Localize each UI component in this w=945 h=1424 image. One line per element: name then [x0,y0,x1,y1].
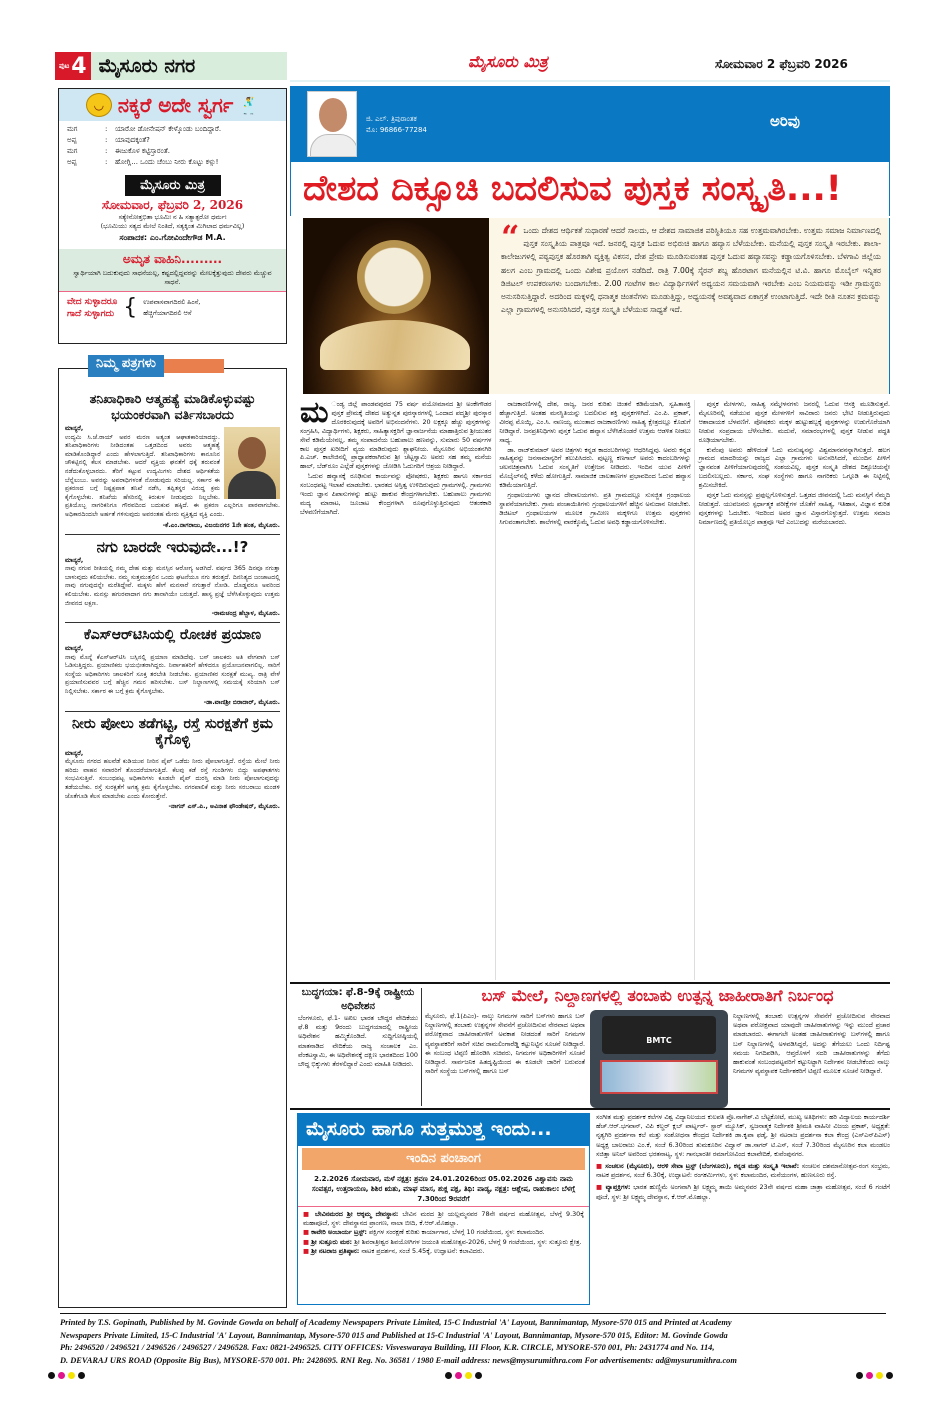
event-text: ಸಂಚಲನ ದಶಮಾನೋತ್ಸವ-ರಂಗ ಸಂಭ್ರಮ, ನಾಟಕ ಪ್ರದರ್ಶನ, ಸಂಜೆ 6.30ಕ್ಕೆ, ಉದ್ಘಾಟನೆ: ರಂಗಕರ್ಮಿಗಳು, ಸ್ಥಳ: ಕಲಾಮಂದಿರ, ಮನೆಯಂಗಳ, ಹುಣಸೂರು ರಸ್ತೆ. [596,1162,890,1180]
imprint-line: Printed by T.S. Gopinath, Published by M. Govinde Gowda on behalf of Academy Newspapers Private Limited, 15-C Industrial 'A' Layout, Bannimantap, Mysore-570 015 and Printed at Academy [60,1318,732,1327]
dancing-man-icon: 🕺 [239,95,260,115]
event-name: ಶ್ರೀ ಸುತ್ತೂರು ಮಠ: [311,1237,353,1246]
issue-date: ಸೋಮವಾರ, ಫೆಬ್ರವರಿ 2, 2026 [101,198,244,212]
masthead: ಮೈಸೂರು ಮಿತ್ರ [468,52,548,71]
paragraph: ಗ್ರಂಥಾಲಯಗಳು ಜ್ಞಾನದ ದೇವಾಲಯಗಳು. ಪ್ರತಿ ಗ್ರಾಮದಲ್ಲೂ ಸುಸಜ್ಜಿತ ಗ್ರಂಥಾಲಯ ಸ್ಥಾಪನೆಯಾಗಬೇಕು. ಗ್ರಾಮ ಪಂಚಾಯಿತಿಗಳು ಗ್ರಂಥಾಲಯಗಳಿಗೆ ಹೆಚ್ಚಿನ ಅನುದಾನ ನೀಡಬೇಕು. ಡಿಜಿಟಲ್ ಗ್ರಂಥಾಲಯಗಳ ಮೂಲಕ ಗ್ರಾಮೀಣ ಮಕ್ಕಳಿಗೂ ಉತ್ತಮ ಪುಸ್ತಕಗಳು ಸಿಗುವಂತಾಗಬೇಕು. ಶಾಲೆಗಳಲ್ಲಿ ವಾರಕ್ಕೊಮ್ಮೆ ಓದುವ ಅವಧಿ ಕಡ್ಡಾಯಗೊಳಿಸಬೇಕು. [499,491,691,526]
main-headline: ದೇಶದ ದಿಕ್ಸೂಚಿ ಬದಲಿಸುವ ಪುಸ್ತಕ ಸಂಸ್ಕೃತಿ...! [290,162,890,216]
salutation: ಮಾನ್ಯರೆ, [65,749,84,757]
buddhagaya-story [298,986,418,1106]
registration-dots [48,1372,85,1379]
letter-text: ಉದ್ಯಮಿ ಸಿ.ಜೆ.ರಾಯ್ ಅವರ ಮರಣ ಅತ್ಯಂತ ಆಘಾತಕಾರಿಯಾದದ್ದು. ತನಿಖಾಧಿಕಾರಿಗಳು ನೀಡಿದಂತಹ ಒತ್ತಡದಿಂದ ಅವರು ಆತ್ಮಹತ್ಯೆ ಮಾಡಿಕೊಂಡಿದ್ದಾರೆ ಎಂದು ಹೇಳಲಾಗುತ್ತಿದೆ. ತನಿಖಾಧಿಕಾರಿಗಳು ಕಾನೂನಿನ ಚೌಕಟ್ಟಿನಲ್ಲಿ ಕೆಲಸ ಮಾಡಬೇಕು. ಆದರೆ ವ್ಯಕ್ತಿಯ ಘನತೆಗೆ ಧಕ್ಕೆ ತರುವಂತೆ ನಡೆದುಕೊಳ್ಳಬಾರದು. ತೆರಿಗೆ ಕಟ್ಟುವ ಉದ್ಯಮಿಗಳು ದೇಶದ ಆರ್ಥಿಕತೆಯ ಬೆನ್ನೆಲುಬು. ಅವರನ್ನು ಅಪರಾಧಿಗಳಂತೆ ನೋಡುವುದು ಸರಿಯಲ್ಲ. ಸರ್ಕಾರ ಈ ಪ್ರಕರಣದ ಬಗ್ಗೆ ನಿಷ್ಪಕ್ಷಪಾತ ತನಿಖೆ ನಡೆಸಿ, ತಪ್ಪಿತಸ್ಥರ ವಿರುದ್ಧ ಕ್ರಮ ಕೈಗೊಳ್ಳಬೇಕು. ತನಿಖೆಯ ಹೆಸರಿನಲ್ಲಿ ಕಿರುಕುಳ ನೀಡುವುದು ನಿಲ್ಲಬೇಕು. ಪ್ರತಿಯೊಬ್ಬ ನಾಗರಿಕನಿಗೂ ಗೌರವದಿಂದ ಬದುಕುವ ಹಕ್ಕಿದೆ. ಈ ಪ್ರಕರಣ ಎಲ್ಲರಿಗೂ ಪಾಠವಾಗಬೇಕು. ಅಧಿಕಾರದಿಂದಲೇ ಅರ್ಹತೆ ಗಳಿಸುವುದು ಅವರಂತಹ ಮೇರು ವ್ಯಕ್ತಿತ್ವದ ವ್ಯಕ್ತಿ ಎಂದು. [65,433,280,518]
event-item: ■ ಶ್ರೀ ನಟರಾಜ ಪ್ರತಿಷ್ಠಾನ: ನಾಟಕ ಪ್ರದರ್ಶನ, ಸಂಜೆ 5.45ಕ್ಕೆ, ಉದ್ಘಾಟನೆ: ಕಲಾವಿದರು. [303,1246,485,1255]
article-body [300,400,890,980]
bus-ad-story [425,986,890,1106]
event-item: ■ ಶ್ರೀ ಸುತ್ತೂರು ಮಠ: ಶ್ರೀ ಶಿವರಾತ್ರೀಶ್ವರ ಶಿವಯೋಗಿಗಳ ಜಯಂತಿ ಮಹೋತ್ಸವ-2026, ಬೆಳಗ್ಗೆ 9 ಗಂಟೆಯಿಂದ, ಸ್ಥಳ: ಸುತ್ತೂರು ಕ್ಷೇತ್ರ. [303,1237,582,1246]
line: ಹೋಗ್ಲಿ... ಒಂದು ಚೆಂಬು ನೀರು ಕೊಟ್ಟು ಕಳ್ಸು! [115,158,219,166]
event-text: ನಾಟಕ ಪ್ರದರ್ಶನ, ಸಂಜೆ 5.45ಕ್ಕೆ, ಉದ್ಘಾಟನೆ: ಕಲಾವಿದರು. [361,1246,485,1255]
event-text: ಶ್ರೀ ಶಿವರಾತ್ರೀಶ್ವರ ಶಿವಯೋಗಿಗಳ ಜಯಂತಿ ಮಹೋತ್ಸವ-2026, ಬೆಳಗ್ಗೆ 9 ಗಂಟೆಯಿಂದ, ಸ್ಥಳ: ಸುತ್ತೂರು ಕ್ಷೇತ್ರ. [354,1237,582,1246]
quote-mark-icon: “ [501,218,520,256]
event-text: ಭಾರತ ಹುಣ್ಣಿಮೆ ಅಂಗವಾಗಿ ಶ್ರೀ ಲಕ್ಷ್ಮಮ್ಮ ತಾಯಿ ಅಮ್ಮನವರ 23ನೇ ವರ್ಷದ ಮಹಾ ಜಾತ್ರಾ ಮಹೋತ್ಸವ, ಸಂಜೆ 6 ಗಂಟೆಗೆ ಪೂಜೆ, ಸ್ಥಳ: ಶ್ರೀ ಲಕ್ಷ್ಮಮ್ಮ ದೇವಸ್ಥಾನ, ಕೆ.ಆರ್.ಮೊಹಲ್ಲಾ. [596,1183,890,1201]
letter-title: ತನಿಖಾಧಿಕಾರಿ ಆತ್ಮಹತ್ಯೆ ಮಾಡಿಕೊಳ್ಳುವಷ್ಟು ಭಯಂಕರವಾಗಿ ವರ್ತಿಸಬಾರದು [89,391,256,422]
amrita-text: ಸ್ವಾರ್ಥಿಯಾಗಿ ಬದುಕುವುದು ಸಾಧನೆಯಲ್ಲ, ಕಷ್ಟದಲ್ಲಿದ್ದವರನ್ನು ಮೇಲಕ್ಕೆತ್ತುವುದು ದೇವರು ಮೆಚ್ಚುವ ಸಾಧನೆ. [73,269,272,286]
nakkare-title: ನಕ್ಕರೆ ಅದೇ ಸ್ವರ್ಗ [117,93,234,117]
paragraph: ಓದುವ ಹವ್ಯಾಸಕ್ಕೆ ರೂಢಿಸುವ ಕಾರ್ಯವನ್ನು ಪೋಷಕರು, ಶಿಕ್ಷಕರು ಹಾಗೂ ಸರ್ಕಾರದ ಸಂಬಂಧಪಟ್ಟ ಇಲಾಖೆ ಮಾಡಬೇಕು. ಭಾರತದ ಅಸ್ತಿತ್ವ ಉಳಿದಿರುವುದು ಗ್ರಾಮಗಳಲ್ಲಿ. ಗ್ರಾಮಗಳು ಇಂದು ಜ್ಞಾನ ಪಿಪಾಸುಗಳನ್ನು ಹುಟ್ಟು ಹಾಕುವ ಕೇಂದ್ರಗಳಾಗಬೇಕು. ಬಹುಪಾಲು ಗ್ರಾಮಗಳು ಮದ್ಯ ಮಾರಾಟ, ಜೂಜಾಟ ಕೇಂದ್ರಗಳಾಗಿ ರೂಪುಗೊಳ್ಳುತ್ತಿರುವುದು ಆತಂಕಕಾರಿ ಬೆಳವಣಿಗೆಯಾಗಿದೆ. [300,472,492,516]
bus-ad-panel [600,1060,718,1094]
salutation: ಮಾನ್ಯರೆ, [65,425,84,432]
author-phone: ಮೊ: 96866-77284 [366,126,427,134]
proverb: ವೇದ ಸುಳ್ಳಾದರೂ ಗಾದೆ ಸುಳ್ಳಾಗದು { ಉಪವಾಸವಾಗದಿರಲಿ ಹಿಂಸೆ, ಹೆಚ್ಚಿಗೆಯಾಗದಿರಲಿ ಆಸೆ [59,291,286,324]
letter-text: ನಾವು ಮೊನ್ನೆ ಕೆಎಸ್‌ಆರ್‌ಟಿಸಿ ಬಸ್ಸಿನಲ್ಲಿ ಪ್ರಯಾಣ ಮಾಡಿದೆವು. ಬಸ್ ಚಾಲಕರು ಅತಿ ವೇಗವಾಗಿ ಬಸ್ ಓಡಿಸುತ್ತಿದ್ದರು. ಪ್ರಯಾಣಿಕರು ಭಯಭೀತರಾಗಿದ್ದರು. ನಿರ್ವಾಹಕರಿಗೆ ಹೇಳಿದರೂ ಪ್ರಯೋಜನವಾಗಲಿಲ್ಲ. ಸಾರಿಗೆ ಸಂಸ್ಥೆಯ ಅಧಿಕಾರಿಗಳು ಚಾಲಕರಿಗೆ ಸೂಕ್ತ ತರಬೇತಿ ನೀಡಬೇಕು. ಪ್ರಯಾಣಿಕರ ಸುರಕ್ಷತೆ ಮುಖ್ಯ. ರಾತ್ರಿ ವೇಳೆ ಪ್ರಯಾಣಿಸುವವರ ಬಗ್ಗೆ ಹೆಚ್ಚಿನ ಗಮನ ಹರಿಸಬೇಕು. ಬಸ್ ನಿಲ್ದಾಣಗಳಲ್ಲಿ ಸಮಯಕ್ಕೆ ಸರಿಯಾಗಿ ಬಸ್ ನಿಲ್ಲಿಸಬೇಕು. ಸರ್ಕಾರ ಈ ಬಗ್ಗೆ ಕ್ರಮ ಕೈಗೊಳ್ಳಬೇಕು. [65,653,280,696]
today-events-box [297,1113,590,1305]
proverb-left: ವೇದ ಸುಳ್ಳಾದರೂ [67,297,118,307]
pull-quote-text: ಒಂದು ದೇಶದ ಆರ್ಥಿಕತೆ ಸುಧಾರಣೆ ಆದರೆ ಸಾಲದು, ಆ ದೇಶದ ಸಾಮಾಜಿಕ ಪರಿಸ್ಥಿತಿಯೂ ಸಹ ಉತ್ತಮವಾಗಿರಬೇಕು. ಉತ್ತಮ ಸಮಾಜ ನಿರ್ಮಾಣದಲ್ಲಿ ಪುಸ್ತಕ ಸಂಸ್ಕೃತಿಯ ಪಾತ್ರವೂ ಇದೆ. ಜನರಲ್ಲಿ ಪುಸ್ತಕ ಓದುವ ಅಭಿರುಚಿ ಹಾಗೂ ಹವ್ಯಾಸ ಬೆಳೆಯಬೇಕು. ಮನೆಯಲ್ಲಿ ಪುಸ್ತಕ ಸಂಸ್ಕೃತಿ ಇರಬೇಕು. ಶಾಲಾ-ಕಾಲೇಜುಗಳಲ್ಲಿ ಪಠ್ಯಪುಸ್ತಕ ಹೊರತಾಗಿ ವ್ಯಕ್ತಿತ್ವ ವಿಕಸನ, ದೇಶ ಪ್ರೇಮ ಮೂಡಿಸುವಂತಹ ಪುಸ್ತಕ ಓದುವ ಹವ್ಯಾಸವನ್ನು ಕಡ್ಡಾಯಗೊಳಿಸಬೇಕು. ಬೆಳಗಾವಿ ಜಿಲ್ಲೆಯ ಹಲಗ ಎಂಬ ಗ್ರಾಮದಲ್ಲಿ ಒಂದು ವಿಶೇಷ ಪ್ರಯೋಗ ನಡೆದಿದೆ. ರಾತ್ರಿ 7.00ಕ್ಕೆ ಸೈರನ್ ಶಬ್ದ ಹೊರಟಾಗ ಮನೆಯಲ್ಲಿನ ಟಿ.ವಿ. ಹಾಗೂ ಮೊಬೈಲ್ ಇನ್ನಿತರ ಡಿಜಿಟಲ್ ಉಪಕರಣಗಳು ಬಂದಾಗಬೇಕು. 2.00 ಗಂಟೆಗಳ ಕಾಲ ವಿದ್ಯಾರ್ಥಿಗಳಿಗೆ ಅಧ್ಯಯನ ಸಮಯವಾಗಿ ಇರಬೇಕು ಎಂಬ ನಿಯಮವನ್ನು ಇಡೀ ಗ್ರಾಮಸ್ಥರು ಅನುಸರಿಸುತ್ತಿದ್ದಾರೆ. ಅದರಿಂದ ಮಕ್ಕಳಲ್ಲಿ ಧನಾತ್ಮಕ ಚಿಂತನೆಗಳು ಮೂಡುತ್ತಿದ್ದು, ಅಧ್ಯಯನಕ್ಕೆ ಅವಶ್ಯವಾದ ಏಕಾಗ್ರತೆ ಉಂಟಾಗುತ್ತಿದೆ. ಇದೇ ರೀತಿ ನೂತನ ಕ್ರಮವನ್ನು ಎಲ್ಲಾ ಗ್ರಾಮಗಳಲ್ಲಿ ಅನುಸರಿಸಿದರೆ, ಪುಸ್ತಕ ಸಂಸ್ಕೃತಿ ಬೆಳೆಯುವ ಸಾಧ್ಯತೆ ಇದೆ. [501,226,881,315]
line: ಯಾರೋ ಡೋನೇಷನ್ ಕೇಳ್ಕೊಂಡು ಬಂದಿದ್ದಾರೆ. [115,125,222,133]
event-name: ಶ್ರೀ ನಟರಾಜ ಪ್ರತಿಷ್ಠಾನ: [311,1246,360,1255]
letter-signature: -ಡಾ.ವಾಣಿಶ್ರೀ ಬಿರಾದಾರ್, ಮೈಸೂರು. [65,699,280,712]
letter [65,627,280,712]
letter-signature: -ರಾಮಚಂದ್ರ ಹೆಬ್ಬಾಳ, ಮೈಸೂರು. [65,610,280,623]
divider [290,80,890,82]
paragraph: ರಾಜಕಾರಣಿಗಳಲ್ಲಿ ದೇಶ, ರಾಜ್ಯ, ಜನರ ಕುರಿತು ಚಿಂತನೆ ಕಡಿಮೆಯಾಗಿ, ಸ್ವಹಿತಾಸಕ್ತಿ ಹೆಚ್ಚಾಗುತ್ತಿದೆ. ಅಂತಹ ಮನಸ್ಥಿತಿಯನ್ನು ಬದಲಿಸುವ ಶಕ್ತಿ ಪುಸ್ತಕಗಳಿಗಿದೆ. ಎಂ.ಪಿ. ಪ್ರಕಾಶ್, ವೀರಪ್ಪ ಮೊಯ್ಲಿ, ಎಂ.ಸಿ. ನಾಣಯ್ಯ ಮುಂತಾದ ರಾಜಕಾರಣಿಗಳು ಸಾಹಿತ್ಯ ಕ್ಷೇತ್ರದಲ್ಲೂ ಕೊಡುಗೆ ನೀಡಿದ್ದಾರೆ. ಜನಪ್ರತಿನಿಧಿಗಳು ಪುಸ್ತಕ ಓದುವ ಹವ್ಯಾಸ ಬೆಳೆಸಿಕೊಂಡರೆ ಉತ್ತಮ ಆಡಳಿತ ನೀಡಲು ಸಾಧ್ಯ. [499,400,691,444]
line: ಈಜುಕೊಳ ಕಟ್ಟಿಸ್ತಾರಂತೆ. [115,147,170,155]
salutation: ಮಾನ್ಯರೆ, [65,645,84,653]
event-name: ಬೇವಿನಮರದ ಶ್ರೀ ಆಕ್ಕಮ್ಮ ದೇವಸ್ಥಾನ: [315,1210,399,1218]
story-text: ಬೆಂಗಳೂರು, ಫೆ.1- ಅಖಿಲ ಭಾರತ ಬೌದ್ಧರ ವೇದಿಕೆಯು ಫೆ.8 ಮತ್ತು 9ರಂದು ಬುದ್ಧಗಯಾದಲ್ಲಿ ರಾಷ್ಟ್ರೀಯ ಅಧಿವೇಶನ ಹಮ್ಮಿಕೊಂಡಿದೆ. ಸುದ್ದಿಗೋಷ್ಠಿಯಲ್ಲಿ ಮಾತನಾಡಿದ ವೇದಿಕೆಯ ರಾಜ್ಯ ಸಂಚಾಲಕ ಎಂ. ವೆಂಕಟಸ್ವಾಮಿ, ಈ ಅಧಿವೇಶನಕ್ಕೆ ದಕ್ಷಿಣ ಭಾರತದಿಂದ 100 ಬೌದ್ಧ ಭಿಕ್ಕುಗಳು ತೆರಳಲಿದ್ದಾರೆ ಎಂದು ಮಾಹಿತಿ ನೀಡಿದರು. [298,1014,418,1069]
joke-dialog [59,121,286,171]
author-name: ಜಿ. ಎಲ್. ತ್ರಿಪುರಾಂತಕ [366,115,417,123]
dialog-line: ಮಗ : ಈಜುಕೊಳ ಕಟ್ಟಿಸ್ತಾರಂತೆ. [67,147,170,155]
letter [65,716,280,816]
page-label: ಪುಟ [59,61,70,70]
today-title: ಮೈಸೂರು ಹಾಗೂ ಸುತ್ತಮುತ್ತ ಇಂದು... [298,1114,589,1146]
paragraph: ಡಾ. ರಾಜ್‌ಕುಮಾರ್ ಅವರ ಚಿತ್ರಗಳು ಕನ್ನಡ ಕಾದಂಬರಿಗಳನ್ನು ಆಧರಿಸಿದ್ದವು. ಅವರು ಕನ್ನಡ ಸಾಹಿತ್ಯವನ್ನು ಜನಸಾಮಾನ್ಯರಿಗೆ ತಲುಪಿಸಿದರು. ಪುಟ್ಟಣ್ಣ ಕಣಗಾಲ್ ಅವರು ಕಾದಂಬರಿಗಳನ್ನು ಚಲನಚಿತ್ರವಾಗಿಸಿ ಓದುವ ಸಂಸ್ಕೃತಿಗೆ ಉತ್ತೇಜನ ನೀಡಿದರು. ಇಂದಿನ ಯುವ ಪೀಳಿಗೆ ಮೊಬೈಲ್‌ನಲ್ಲಿ ಕಳೆದು ಹೋಗುತ್ತಿದೆ. ಸಾಮಾಜಿಕ ಜಾಲತಾಣಗಳ ಪ್ರಭಾವದಿಂದ ಓದುವ ಹವ್ಯಾಸ ಕಡಿಮೆಯಾಗುತ್ತಿದೆ. [499,445,691,490]
dateline: ಸೋಮವಾರ 2 ಫೆಬ್ರವರಿ 2026 [715,57,848,71]
amrita-title: ಅಮೃತ ವಾಹಿನಿ......... [122,252,223,266]
story-title: ಬುದ್ಧಗಯಾ: ಫೆ.8-9ಕ್ಕೆ ರಾಷ್ಟ್ರೀಯ ಅಧಿವೇಶನ [301,987,415,1012]
imprint-line: D. DEVARAJ URS ROAD (Opposite Big Bus), MYSORE-570 001. Ph: 2428695. RNI Reg. No. 36581 / 1980 E-mail address: news@mysurumithra.com For advertisements: ad@mysurumithra.com [60,1355,737,1365]
proverb-left: ಗಾದೆ ಸುಳ್ಳಾಗದು [67,309,115,319]
speaker: ಮಗ [67,125,78,133]
dialog-line: ಅಪ್ಪ : ಯಾವುದಕ್ಕಂತೆ? [67,136,150,144]
nakkare-title-bar [59,89,286,121]
event-item: ■ ಸಂಚಲನ (ಮೈಸೂರು), ಆರಳಿ ಸೇವಾ ಟ್ರಸ್ಟ್ (ಬೆಂಗಳೂರು), ಕನ್ನಡ ಮತ್ತು ಸಂಸ್ಕೃತಿ ಇಲಾಖೆ: ಸಂಚಲನ ದಶಮಾನೋತ್ಸವ-ರಂಗ ಸಂಭ್ರಮ, ನಾಟಕ ಪ್ರದರ್ಶನ, ಸಂಜೆ 6.30ಕ್ಕೆ, ಉದ್ಘಾಟನೆ: ರಂಗಕರ್ಮಿಗಳು, ಸ್ಥಳ: ಕಲಾಮಂದಿರ, ಮನೆಯಂಗಳ, ಹುಣಸೂರು ರಸ್ತೆ. [596,1162,890,1180]
pull-quote [489,218,890,394]
story-text: ಮೈಸೂರು, ಫೆ.1(ಪಿಎಂ)- ನಾಲ್ಕು ನಿಗಮಗಳ ಸಾರಿಗೆ ಬಸ್‌ಗಳು ಹಾಗೂ ಬಸ್ ನಿಲ್ದಾಣಗಳಲ್ಲಿ ತಂಬಾಕು ಉತ್ಪನ್ನಗಳ ಸೇವನೆಗೆ ಪ್ರಚೋದಿಸುವ ನೇರವಾದ ಅಥವಾ ಪರೋಕ್ಷವಾದ ಜಾಹೀರಾತುಗಳಿಗೆ ಅವಕಾಶ ನೀಡದಂತೆ ಸಾರಿಗೆ ನಿಗಮಗಳ ವ್ಯವಸ್ಥಾಪಕರಿಗೆ ಸಾರಿಗೆ ಸಚಿವ ರಾಮಲಿಂಗಾರೆಡ್ಡಿ ಕಟ್ಟುನಿಟ್ಟಿನ ಸೂಚನೆ ನೀಡಿದ್ದಾರೆ. ಈ ಸಂಬಂಧ ಟಿಪ್ಪಣಿ ಹೊರಡಿಸಿ ಸಚಿವರು, ನಿಗಮಗಳ ಅಧಿಕಾರಿಗಳಿಗೆ ಸೂಚನೆ ನೀಡಿದ್ದಾರೆ. ಸಾರ್ವಜನಿಕ ಹಿತದೃಷ್ಟಿಯಿಂದ ಈ ಕೂಡಲೇ ಜಾರಿಗೆ ಬರುವಂತೆ ಸಾರಿಗೆ ಸಂಸ್ಥೆಯ ಬಸ್‌ಗಳಲ್ಲಿ ಹಾಗೂ ಬಸ್ [425,1012,585,1076]
event-text: ಪಕ್ಷಿಗಳ ಸಂರಕ್ಷಣೆ ಕುರಿತು ಕಾರ್ಯಾಗಾರ, ಬೆಳಗ್ಗೆ 10 ಗಂಟೆಯಿಂದ, ಸ್ಥಳ: ಕಲಾಮಂದಿರ. [369,1228,545,1237]
letter [65,391,280,535]
dialog-line: ಅಪ್ಪ : ಹೋಗ್ಲಿ... ಒಂದು ಚೆಂಬು ನೀರು ಕೊಟ್ಟು ಕಳ್ಸು! [67,158,219,166]
letter-body [65,425,280,520]
salutation: ಮಾನ್ಯರೆ, [65,556,84,564]
imprint-line: Ph: 2496520 / 2496521 / 2496526 / 2496527 / 2496528. Fax: 0821-2496525. CITY OFFICES: Visveswaraya Building, III Floor, K.R. CIRCLE, MYSORE-570 001, Ph: 2431774 and No. 114, [60,1343,715,1352]
event-name: ವ್ಯಾಪ್ತಕ್ತಿಗಳ: [605,1183,631,1192]
event-name: ಸಂಚಲನ (ಮೈಸೂರು), ಆರಳಿ ಸೇವಾ ಟ್ರಸ್ಟ್ (ಬೆಂಗಳೂರು), ಕನ್ನಡ ಮತ್ತು ಸಂಸ್ಕೃತಿ ಇಲಾಖೆ: [605,1162,800,1171]
imprint-footer [60,1313,886,1367]
story-title: ಬಸ್ ಮೇಲೆ, ನಿಲ್ದಾಣಗಳಲ್ಲಿ ತಂಬಾಕು ಉತ್ಪನ್ನ ಜಾಹೀರಾತಿಗೆ ನಿರ್ಬಂಧ [481,986,834,1005]
author-photo [307,91,357,157]
panchanga-title: ಇಂದಿನ ಪಂಚಾಂಗ [302,1148,585,1170]
amrita-vahini [59,249,286,291]
imprint-line: Newspapers Private Limited, 15-C Industrial 'A' Layout, Bannimantap, Mysore-570 015 and Published at 15-C Industrial 'A' Layout, Bannimantap, Mysore-570 015, Editor: M. Govinde Gowda [60,1330,728,1340]
page-header-section [55,52,287,80]
page-number-tag [55,52,91,80]
letter [65,539,280,624]
laughing-face-icon: ◡ [86,93,112,117]
nakkare-ade-swarga-box [58,88,287,344]
event-text: ಬೇವಿನ ಮರದ ಶ್ರೀ ಯಲ್ಲಮ್ಮನವರ 78ನೇ ವರ್ಷದ ಮಹೋತ್ಸವ, ಬೆಳಗ್ಗೆ 9.30ಕ್ಕೆ ಮಹಾಪೂಜೆ, ಸ್ಥಳ: ದೇವಸ್ಥಾನದ ಪ್ರಾಂಗಣ, ನಾಲಾ ಬೀದಿ, ಕೆ.ಆರ್.ಮೊಹಲ್ಲಾ. [303,1210,584,1228]
event-item: ■ ವ್ಯಾಪ್ತಕ್ತಿಗಳ: ಭಾರತ ಹುಣ್ಣಿಮೆ ಅಂಗವಾಗಿ ಶ್ರೀ ಲಕ್ಷ್ಮಮ್ಮ ತಾಯಿ ಅಮ್ಮನವರ 23ನೇ ವರ್ಷದ ಮಹಾ ಜಾತ್ರಾ ಮಹೋತ್ಸವ, ಸಂಜೆ 6 ಗಂಟೆಗೆ ಪೂಜೆ, ಸ್ಥಳ: ಶ್ರೀ ಲಕ್ಷ್ಮಮ್ಮ ದೇವಸ್ಥಾನ, ಕೆ.ಆರ್.ಮೊಹಲ್ಲಾ. [596,1183,890,1201]
event-name: ಕಾವೇರಿ ಅಂಬಾರ್ಯ ಟ್ರಸ್ಟ್: [311,1228,367,1237]
line: ಯಾವುದಕ್ಕಂತೆ? [115,136,150,144]
bus-label: BMTC [602,1016,716,1054]
column-name: ಅರಿವು [770,112,801,130]
page-number: 4 [71,53,87,79]
speaker: ಮಗ [67,147,78,155]
letter-signature: -ನಾಗನ್ ಎಸ್.ಪಿ., ಅವಿನಾಶ ಫೌಂಡೇಷನ್, ಮೈಸೂರು. [168,803,280,811]
event-item: ■ ಕಾವೇರಿ ಅಂಬಾರ್ಯ ಟ್ರಸ್ಟ್: ಪಕ್ಷಿಗಳ ಸಂರಕ್ಷಣೆ ಕುರಿತು ಕಾರ್ಯಾಗಾರ, ಬೆಳಗ್ಗೆ 10 ಗಂಟೆಯಿಂದ, ಸ್ಥಳ: ಕಲಾಮಂದಿರ. [303,1228,545,1237]
proverb-right: ಹೆಚ್ಚಿಗೆಯಾಗದಿರಲಿ ಆಸೆ [143,309,192,317]
motto-kannada: (ಭೂಮಿಯು ಸತ್ಯದ ಮೇಲೆ ನಿಂತಿದೆ, ಸತ್ಯಕ್ಕಿಂತ ಮಿಗಿಲಾದ ಧರ್ಮವಿಲ್ಲ) [100,222,245,230]
event-text: ಸಂಗೀತ ಮತ್ತು ಪ್ರದರ್ಶಕ ಕಲೆಗಳ ವಿಶ್ವ ವಿದ್ಯಾನಿಲಯದ ಕುಲಪತಿ ಪ್ರೊ.ನಾಗೇಶ್.ವಿ ಬೆಟ್ಟಕೋಟೆ, ಮುಖ್ಯ ಅತಿಥಿಗಳು: ಹರಿ ವಿದ್ಯಾಲಯ ಕಾರ್ಯದರ್ಶಿ ಹೆಚ್.ಆರ್.ಭಗವಾನ್, ವಿಪಿ ಕಲ್ಚರ್ ಕ್ಲಬ್ ಪಾರ್ಟ್ನರ್- ಸ್ಟಾರ್ ಮ್ಯೂಸಿಕ್, ಸ್ವಜನಾತ್ಮಕ ನಿರ್ದೇಶಕಿ ಶ್ರೀಮತಿ ವಾಹಿನೀ ವಿಜಯ ಪ್ರಕಾಶ್, ಅಧ್ಯಕ್ಷತೆ: ನೃತ್ಯಗಿರಿ ಪ್ರದರ್ಶನಾ ಕಲೆ ಮತ್ತು ಸಂಶೋಧನಾ ಕೇಂದ್ರದ ನಿರ್ದೇಶಕಿ ಡಾ.ಕೃಪಾ ಫಡ್ಕೆ, ಶ್ರೀ ನಟರಾಜ ಪ್ರದರ್ಶನಾ ಕಲಾ ಕೇಂದ್ರ (ಎಸ್‌ಎನ್‌ಪಿಎಸ್) ಅಧ್ಯಕ್ಷ ಬಾಲರಾಜು ಎಂ.ಕೆ, ಸಂಜೆ 6.30ರಿಂದ ತುಮಕೂರಿನ ವಿದ್ವಾನ್ ಡಾ.ಸಾಗರ್ ಟಿ.ಎಸ್, ಸಂಜೆ 7.30ರಿಂದ ಮೈಸೂರಿನ ಕಲಾ ಮಂಡಲಂ ಸಜಿತ್ತಾ ಅನಿಲ್ ಅವರಿಂದ ಭರತನಾಟ್ಯ, ಸ್ಥಳ: ಗಾನಭಾರತೀ ರಮಾಗೋವಿಂದ ಕಲಾವೇದಿಕೆ, ಕುವೆಂಪುನಗರ. [596,1113,890,1158]
dialog-line: ಮಗ : ಯಾರೋ ಡೋನೇಷನ್ ಕೇಳ್ಕೊಂಡು ಬಂದಿದ್ದಾರೆ. [67,125,222,133]
letter-title: ನೀರು ಪೋಲು ತಡೆಗಟ್ಟಿ, ರಸ್ತೆ ಸುರಕ್ಷತೆಗೆ ಕ್ರಮ ಕೈಗೊಳ್ಳಿ [72,715,273,748]
letter-writer-photo [224,427,280,499]
speaker: ಅಪ್ಪ [67,158,77,166]
event-item: ■ ಬೇವಿನಮರದ ಶ್ರೀ ಆಕ್ಕಮ್ಮ ದೇವಸ್ಥಾನ: ಬೇವಿನ ಮರದ ಶ್ರೀ ಯಲ್ಲಮ್ಮನವರ 78ನೇ ವರ್ಷದ ಮಹೋತ್ಸವ, ಬೆಳಗ್ಗೆ 9.30ಕ್ಕೆ ಮಹಾಪೂಜೆ, ಸ್ಥಳ: ದೇವಸ್ಥಾನದ ಪ್ರಾಂಗಣ, ನಾಲಾ ಬೀದಿ, ಕೆ.ಆರ್.ಮೊಹಲ್ಲಾ. [303,1210,584,1228]
letter-title: ನಗು ಬಾರದೇ ಇರುವುದೇ...!? [96,537,249,556]
letter-text: ನಾವು ನಗುವ ರೀತಿಯಲ್ಲಿ ನಮ್ಮ ದೇಹ ಮತ್ತು ಮನಸ್ಸಿನ ಆರೋಗ್ಯ ಅಡಗಿದೆ. ವರ್ಷದ 365 ದಿನವೂ ನಗುತ್ತಾ ಬಾಳುವುದು ಕಲಿಯಬೇಕು. ನಮ್ಮ ಸುತ್ತಮುತ್ತಲಿನ ಒಂದು ಘಟನೆಯೂ ನಗು ತರುತ್ತದೆ. ದಿನನಿತ್ಯದ ಜಂಜಾಟದಲ್ಲಿ ನಾವು ನಗುವುದನ್ನೇ ಮರೆತಿದ್ದೇವೆ. ಮಕ್ಕಳು ಹೇಗೆ ಮನಸಾರೆ ನಗುತ್ತಾರೆ ನೋಡಿ. ದೊಡ್ಡವರೂ ಅವರಿಂದ ಕಲಿಯಬೇಕು. ಮನಸ್ಸು ಹಗುರವಾದಾಗ ನಗು ತಾನಾಗಿಯೇ ಬರುತ್ತದೆ. ಹಾಸ್ಯ ಪ್ರಜ್ಞೆ ಬೆಳೆಸಿಕೊಳ್ಳುವುದು ಉತ್ತಮ ಜೀವನದ ಲಕ್ಷಣ. [65,565,280,607]
mysuru-mithra-logo: ಮೈಸೂರು ಮಿತ್ರ [125,175,221,196]
drop-cap: ಮ [300,400,329,430]
editor-credit: ಸಂಪಾದಕ: ಎಂ.ಗೋವಿಂದೇಗೌಡ M.A. [119,233,226,242]
proverb-right: ಉಪವಾಸವಾಗದಿರಲಿ ಹಿಂಸೆ, [143,298,201,306]
speaker: ಅಪ್ಪ [67,136,77,144]
registration-dots [445,1372,482,1379]
letter-title: ಕೆಎಸ್‌ಆರ್‌ಟಿಸಿಯಲ್ಲಿ ರೋಚಕ ಪ್ರಯಾಣ [83,627,262,644]
divider [290,1108,890,1110]
letters-badge [88,355,224,377]
letter-signature: -ಕೆ.ಎಂ.ನಾಗರಾಜು, ವಿಜಯನಗರ 1ನೇ ಹಂತ, ಮೈಸೂರು. [65,522,280,535]
paragraph: ಪುಸ್ತಕ ಮೇಳಗಳು, ಸಾಹಿತ್ಯ ಸಮ್ಮೇಳನಗಳು ಜನರಲ್ಲಿ ಓದುವ ಆಸಕ್ತಿ ಮೂಡಿಸುತ್ತವೆ. ಮೈಸೂರಿನಲ್ಲಿ ನಡೆಯುವ ಪುಸ್ತಕ ಮೇಳಗಳಿಗೆ ಸಾವಿರಾರು ಜನರು ಭೇಟಿ ನೀಡುತ್ತಿರುವುದು ಆಶಾದಾಯಕ ಬೆಳವಣಿಗೆ. ಪೋಷಕರು ಮಕ್ಕಳ ಹುಟ್ಟುಹಬ್ಬಕ್ಕೆ ಪುಸ್ತಕಗಳನ್ನು ಉಡುಗೊರೆಯಾಗಿ ನೀಡುವ ಸಂಪ್ರದಾಯ ಬೆಳೆಸಬೇಕು. ಮದುವೆ, ಸಮಾರಂಭಗಳಲ್ಲಿ ಪುಸ್ತಕ ನೀಡುವ ಪದ್ಧತಿ ರೂಢಿಯಾಗಬೇಕು. [698,400,890,444]
paragraph: ಪುಸ್ತಕ ಓದು ಮನಸ್ಸನ್ನು ಪ್ರಫುಲ್ಲಗೊಳಿಸುತ್ತದೆ. ಒತ್ತಡದ ಜೀವನದಲ್ಲಿ ಓದು ಮನಸ್ಸಿಗೆ ನೆಮ್ಮದಿ ನೀಡುತ್ತದೆ. ಯುವಜನರು ಸ್ಪರ್ಧಾತ್ಮಕ ಪರೀಕ್ಷೆಗಳ ಜೊತೆಗೆ ಸಾಹಿತ್ಯ, ಇತಿಹಾಸ, ವಿಜ್ಞಾನ ಕುರಿತ ಪುಸ್ತಕಗಳನ್ನು ಓದಬೇಕು. ಇದರಿಂದ ಅವರ ಜ್ಞಾನ ವಿಸ್ತಾರಗೊಳ್ಳುತ್ತದೆ. ಉತ್ತಮ ಸಮಾಜ ನಿರ್ಮಾಣದಲ್ಲಿ ಪ್ರತಿಯೊಬ್ಬರ ಪಾತ್ರವೂ ಇದೆ ಎಂಬುದನ್ನು ಮರೆಯಬಾರದು. [698,491,890,526]
letter-text: ಮೈಸೂರು ನಗರದ ಹಲವೆಡೆ ಕುಡಿಯುವ ನೀರಿನ ಪೈಪ್ ಒಡೆದು ನೀರು ಪೋಲಾಗುತ್ತಿದೆ. ರಸ್ತೆಯ ಮೇಲೆ ನೀರು ಹರಿದು ವಾಹನ ಸವಾರರಿಗೆ ತೊಂದರೆಯಾಗುತ್ತಿದೆ. ಕೆಲವು ಕಡೆ ರಸ್ತೆ ಗುಂಡಿಗಳು ಬಿದ್ದು ಅಪಘಾತಗಳು ಸಂಭವಿಸುತ್ತಿವೆ. ಸಂಬಂಧಪಟ್ಟ ಅಧಿಕಾರಿಗಳು ಕೂಡಲೇ ಪೈಪ್ ದುರಸ್ತಿ ಮಾಡಿ ನೀರು ಪೋಲಾಗುವುದನ್ನು ತಡೆಯಬೇಕು. ರಸ್ತೆ ಸುರಕ್ಷತೆಗೆ ಅಗತ್ಯ ಕ್ರಮ ಕೈಗೊಳ್ಳಬೇಕು. ನಗರಪಾಲಿಕೆ ಮತ್ತು ನೀರು ಸರಬರಾಜು ಮಂಡಳಿ ಜೊತೆಗೂಡಿ ಕೆಲಸ ಮಾಡಬೇಕು ಎಂದು ಕೋರುತ್ತೇನೆ. [65,758,280,800]
section-name: ಮೈಸೂರು ನಗರ [98,55,196,77]
paragraph: ಕುವೆಂಪು ಅವರು ಹೇಳಿದಂತೆ ಓದು ಮನುಷ್ಯನನ್ನು ವಿಶ್ವಮಾನವನನ್ನಾಗಿಸುತ್ತದೆ. ಹಲಗ ಗ್ರಾಮದ ಮಾದರಿಯನ್ನು ರಾಜ್ಯದ ಎಲ್ಲಾ ಗ್ರಾಮಗಳು ಅನುಸರಿಸಿದರೆ, ಮುಂದಿನ ಪೀಳಿಗೆ ಜ್ಞಾನವಂತ ಪೀಳಿಗೆಯಾಗುವುದರಲ್ಲಿ ಸಂಶಯವಿಲ್ಲ. ಪುಸ್ತಕ ಸಂಸ್ಕೃತಿ ದೇಶದ ದಿಕ್ಸೂಚಿಯನ್ನೇ ಬದಲಿಸಬಲ್ಲದು. ಸರ್ಕಾರ, ಸಂಘ ಸಂಸ್ಥೆಗಳು ಹಾಗೂ ನಾಗರಿಕರು ಒಗ್ಗೂಡಿ ಈ ನಿಟ್ಟಿನಲ್ಲಿ ಶ್ರಮಿಸಬೇಕಿದೆ. [698,445,890,490]
registration-dots [856,1372,893,1379]
letters-section [58,368,287,1308]
story-text: ನಿಲ್ದಾಣಗಳಲ್ಲಿ ತಂಬಾಕು ಉತ್ಪನ್ನಗಳ ಸೇವನೆಗೆ ಪ್ರಚೋದಿಸುವ ನೇರವಾದ ಅಥವಾ ಪರೋಕ್ಷವಾದ ಯಾವುದೇ ಜಾಹೀರಾತುಗಳನ್ನು ಇನ್ನು ಮುಂದೆ ಪ್ರಚಾರ ಮಾಡಬಾರದು. ಈಗಾಗಲೇ ಅಂತಹ ಜಾಹೀರಾತುಗಳನ್ನು ಬಸ್‌ಗಳಲ್ಲಿ ಹಾಗೂ ಬಸ್ ನಿಲ್ದಾಣಗಳಲ್ಲಿ ಅಳವಡಿಸಿದ್ದರೆ, ಅದನ್ನು ತೆಗೆಯಲು ಒಂದು ನಿರ್ದಿಷ್ಟ ಸಮಯ ನಿಗದಿಪಡಿಸಿ, ಆಪ್ತರೊಳಗೆ ಸದರಿ ಜಾಹೀರಾತುಗಳನ್ನು ತೆಗೆದು ಹಾಕುವಂತೆ ಸಂಬಂಧಪಟ್ಟವರಿಗೆ ಕಟ್ಟುನಿಟ್ಟಾಗಿ ನಿರ್ದೇಶನ ನೀಡಬೇಕೆಂದು ನಾಲ್ಕು ನಿಗಮಗಳ ವ್ಯವಸ್ಥಾಪಕ ನಿರ್ದೇಶಕರಿಗೆ ಟಿಪ್ಪಣಿ ಮೂಲಕ ಸೂಚನೆ ನೀಡಿದ್ದಾರೆ. [733,1012,890,1076]
divider [290,982,890,984]
author-info [366,114,427,136]
compass-icon [357,240,431,314]
event-list [298,1207,589,1259]
motto-sanskrit: ಸತ್ಯೇನೋತ್ತಭಿತಾ ಭೂಮಿಃ ನ ಹಿ ಸತ್ಯಾತ್ಪರೋ ಧರ್ಮಃ [118,213,227,221]
divider [421,988,422,1106]
today-events-continued [596,1113,890,1305]
paragraph: ಂಡ್ಯ ಜಿಲ್ಲೆ ಪಾಂಡವಪುರದ 75 ವರ್ಷ ವಯೋಮಾನದ ಶ್ರೀ ಅಂಕೇಗೌಡರ ಪುಸ್ತಕ ಪ್ರೇಮಕ್ಕೆ ದೇಶದ ಅತ್ಯುನ್ನತ ಪುರಸ್ಕಾರಗಳಲ್ಲಿ ಒಂದಾದ ಪದ್ಮಶ್ರೀ ಪುರಸ್ಕಾರ ದೊರಕಿರುವುದಕ್ಕೆ ಅವರಿಗೆ ಅಭಿನಂದನೆಗಳು. 20 ಲಕ್ಷಕ್ಕೂ ಹೆಚ್ಚು ಪುಸ್ತಕಗಳನ್ನು ಸಂಗ್ರಹಿಸಿ, ವಿದ್ಯಾರ್ಥಿಗಳು, ಶಿಕ್ಷಕರು, ಸಾಹಿತ್ಯಾಸಕ್ತರಿಗೆ ಜ್ಞಾನಾರ್ಜನೆಯ ಮಾಹಾತ್ತಿರುವ ಶ್ರೀಯುತರ ಸೇವೆ ಕಡಿಮೆಯೇನಲ್ಲ, ತಮ್ಮ ಸಂಪಾದನೆಯ ಬಹುಪಾಲು ಹಣವನ್ನು, ಸುಮಾರು 50 ವರ್ಷಗಳ ಕಾಲ ಪುಸ್ತಕ ಖರೀದಿಗೆ ವ್ಯಯ ಮಾಡಿರುವುದು ಶ್ಲಾಘನೀಯ. ಮೈಸೂರಿನ ಅಭಿಯಂತನಗಿರಿ ಪಿ.ಎಚ್. ಕಾಲೇಜಿನಲ್ಲಿ ಪ್ರಾಧ್ಯಾಪಕರಾಗಿರುವ ಶ್ರೀ ಚೆಟ್ಟಸ್ವಾಮಿ ಅವರು ಸಹ ತಮ್ಮ ಮನೆಯ ಹಾಲ್, ಬೆಡ್‌ರೂಂ ಎಲ್ಲೆಡೆ ಪುಸ್ತಕಗಳನ್ನು ಜೋಡಿಸಿ ಓದುಗರಿಗೆ ಆಶ್ರಯ ನೀಡಿದ್ದಾರೆ. [300,400,492,471]
panchanga-details: 2.2.2026 ಸೋಮವಾರ, ಮಳೆ ನಕ್ಷತ್ರ: ಶ್ರವಣ 24.01.2026ರಿಂದ 05.02.2026 ವಿಶ್ವಾವಸು ನಾಮ ಸಂವತ್ಸರ, ಉತ್ತರಾಯಣ, ಶಿಶಿರ ಋತು, ಮಾಘ ಮಾಸ, ಶುಕ್ಲ ಪಕ್ಷ, ತಿಥಿ: ಪಾಡ್ಯ, ನಕ್ಷತ್ರ: ಆಶ್ಲೇಷ, ರಾಹುಕಾಲ: ಬೆಳಗ್ಗೆ 7.30ರಿಂದ 9ರವರೆಗೆ [298,1172,589,1207]
bus-photo [590,1010,728,1108]
letters-badge-label: ನಿಮ್ಮ ಪತ್ರಗಳು [88,355,164,377]
